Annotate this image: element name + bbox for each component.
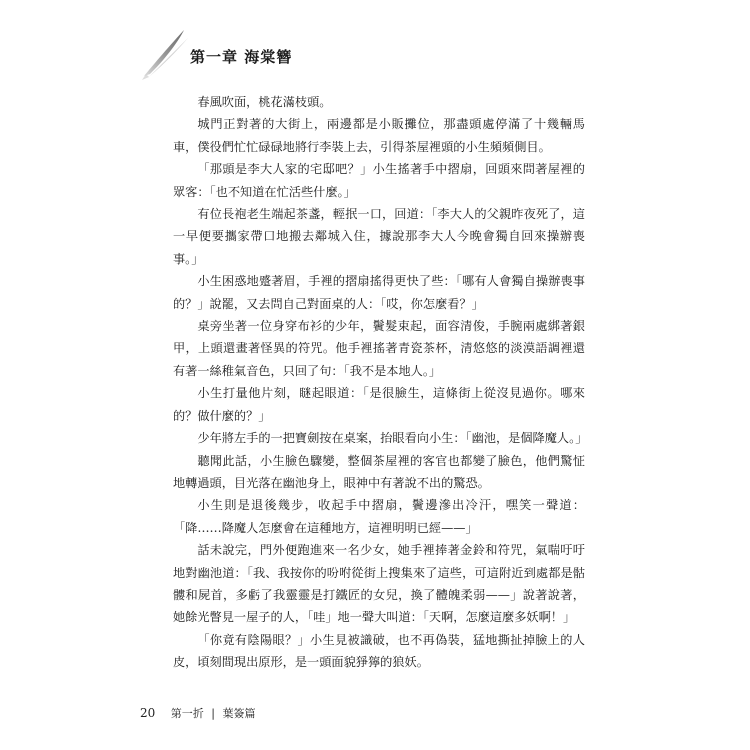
paragraph: 城門正對著的大街上，兩邊都是小販攤位，那盡頭處停滿了十幾輛馬車，僕役們忙忙碌碌地將行李裝上去，引得茶屋裡頭的小生頻頻側目。 <box>173 117 585 154</box>
chapter-title: 第一章 海棠簪 <box>190 48 293 66</box>
paragraph: 春風吹面，桃花滿枝頭。 <box>197 95 332 109</box>
paragraph: 小生打量他片刻，瞇起眼道：「是很臉生，這條街上從沒見過你。哪來的？做什麼的？」 <box>173 386 585 423</box>
paragraph: 少年將左手的一把寶劍按在桌案，抬眼看向小生：「幽池，是個降魔人。」 <box>197 431 588 446</box>
footer-part: 第一折 <box>170 707 204 720</box>
paragraph: 小生則是退後幾步，收起手中摺扇，鬢邊滲出冷汗，嘿笑一聲道：「降……降魔人怎麼會在這種地方，這裡明明已經——」 <box>173 498 585 535</box>
brush-stroke-ornament <box>140 24 192 82</box>
paragraph: 「那頭是李大人家的宅邸吧？」小生搖著手中摺扇，回頭來問著屋裡的眾客：「也不知道在忙活些什麼。」 <box>173 162 585 199</box>
page-footer <box>140 705 256 721</box>
paragraph: 聽聞此話，小生臉色驟變，整個茶屋裡的客官也都變了臉色，他們驚怔地轉過頭，目光落在幽池身上，眼神中有著說不出的驚恐。 <box>173 453 585 490</box>
chapter-body <box>173 91 588 674</box>
paragraph: 話未說完，門外便跑進來一名少女，她手裡捧著金鈴和符咒，氣喘吁吁地對幽池道：「我、我按你的吩咐從街上搜集來了這些，可這附近到處都是骷髏和屍首，多虧了我靈靈是打鐵匠的女兒，換了體魄柔弱——」說著說著，她餘光瞥見一屋子的人，「哇」地一聲大叫道：「天啊，怎麼這麼多妖啊！」 <box>173 543 585 625</box>
paragraph: 桌旁坐著一位身穿布衫的少年，鬢髮束起，面容清俊，手腕兩處綁著銀甲，上頭還畫著怪異的符咒。他手裡搖著青瓷茶杯，清悠悠的淡漠語調裡還有著一絲稚氣音色，只回了句：「我不是本地人。」 <box>173 319 585 378</box>
paragraph: 「你竟有陰陽眼？」小生見被識破，也不再偽裝，猛地撕扯掉臉上的人皮，頃刻間現出原形，是一頭面貌猙獰的狼妖。 <box>173 632 585 670</box>
footer-separator: | <box>211 707 215 720</box>
footer-section: 葉簽篇 <box>222 707 256 720</box>
page-number: 20 <box>140 706 156 720</box>
paragraph: 有位長袍老生端起茶盞，輕抿一口，回道：「李大人的父親昨夜死了，這一早便要攜家帶口地搬去鄰城入住，據說那李大人今晚會獨自回來操辦喪事。」 <box>173 207 585 266</box>
paragraph: 小生困惑地蹙著眉，手裡的摺扇搖得更快了些：「哪有人會獨自操辦喪事的？」說罷，又去問自己對面桌的人：「哎，你怎麼看？」 <box>173 274 585 311</box>
